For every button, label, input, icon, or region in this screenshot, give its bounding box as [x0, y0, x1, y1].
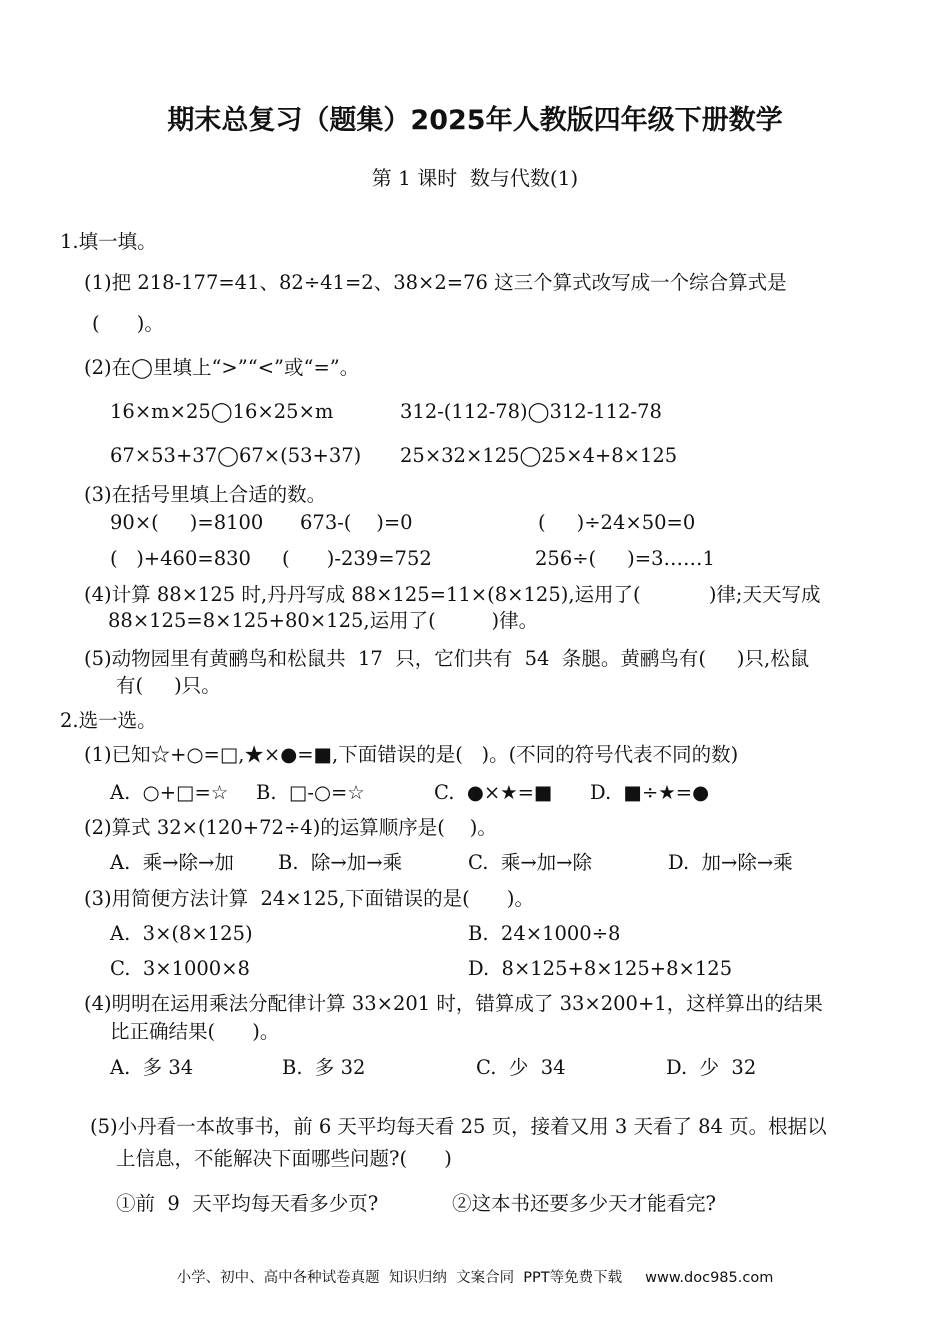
s2-q2-stem: (2)算式 32×(120+72÷4)的运算顺序是( )。	[84, 816, 497, 839]
s2-q4-line2: 比正确结果( )。	[110, 1020, 280, 1043]
s2-q5-line2: 上信息，不能解决下面哪些问题?( )	[116, 1147, 452, 1170]
s1-q3-item: 90×( )=8100	[110, 511, 264, 534]
s2-q2-option: D. 加→除→乘	[668, 851, 793, 874]
s2-q1-option: C. ●×★=■	[434, 781, 553, 804]
s1-q2-stem: (2)在◯里填上“>”“<”或“=”。	[84, 356, 360, 379]
s2-q1-stem: (1)已知☆+○=□,★×●=■,下面错误的是( )。(不同的符号代表不同的数)	[84, 743, 739, 766]
section1-heading: 1.填一填。	[60, 230, 157, 253]
s1-q2-item: 312-(112-78)◯312-112-78	[400, 400, 662, 423]
s1-q3-item: 256÷( )=3……1	[535, 547, 715, 570]
page-title: 期末总复习（题集）2025年人教版四年级下册数学	[167, 105, 783, 136]
s1-q2-item: 16×m×25◯16×25×m	[110, 400, 334, 423]
s1-q5-line2: 有( )只。	[116, 674, 221, 697]
s2-q2-option: A. 乘→除→加	[110, 851, 234, 874]
s2-q4-option: B. 多 32	[282, 1056, 366, 1079]
s1-q3-item: ( )÷24×50=0	[538, 511, 696, 534]
s2-q3-stem: (3)用简便方法计算 24×125,下面错误的是( )。	[84, 887, 534, 910]
s2-q5-option: ②这本书还要多少天才能看完?	[452, 1192, 716, 1215]
s2-q3-option: C. 3×1000×8	[110, 957, 250, 980]
s2-q3-option: A. 3×(8×125)	[110, 922, 253, 945]
s1-q5-line1: (5)动物园里有黄鹂鸟和松鼠共 17 只，它们共有 54 条腿。黄鹂鸟有( )只,松鼠	[84, 647, 810, 670]
s1-q3-stem: (3)在括号里填上合适的数。	[84, 483, 327, 506]
s2-q4-line1: (4)明明在运用乘法分配律计算 33×201 时，错算成了 33×200+1，这样算出的结果	[84, 992, 823, 1015]
s1-q1-line1: (1)把 218-177=41、82÷41=2、38×2=76 这三个算式改写成一个综合算式是	[84, 271, 787, 294]
s2-q3-option: B. 24×1000÷8	[468, 922, 621, 945]
s1-q2-item: 67×53+37◯67×(53+37)	[110, 444, 362, 467]
s2-q2-option: B. 除→加→乘	[278, 851, 403, 874]
s2-q4-option: C. 少 34	[476, 1056, 566, 1079]
s2-q2-option: C. 乘→加→除	[468, 851, 592, 874]
s1-q1-line2: ( )。	[92, 312, 164, 335]
s2-q5-line1: (5)小丹看一本故事书，前 6 天平均每天看 25 页，接着又用 3 天看了 84 页。根据以	[90, 1115, 827, 1138]
lesson-subtitle: 第 1 课时 数与代数(1)	[371, 166, 579, 190]
s1-q3-item: ( )+460=830	[110, 547, 251, 570]
s1-q4-line2: 88×125=8×125+80×125,运用了( )律。	[108, 609, 539, 632]
footer-text: 小学、初中、高中各种试卷真题 知识归纳 文案合同 PPT等免费下载 www.doc985.com	[176, 1270, 774, 1286]
s2-q3-option: D. 8×125+8×125+8×125	[468, 957, 733, 980]
s2-q1-option: D. ■÷★=●	[590, 781, 710, 804]
s2-q1-option: B. □-○=☆	[256, 781, 365, 804]
s1-q3-item: ( )-239=752	[282, 547, 432, 570]
s1-q3-item: 673-( )=0	[300, 511, 413, 534]
s1-q2-item: 25×32×125◯25×4+8×125	[400, 444, 678, 467]
s2-q1-option: A. ○+□=☆	[110, 781, 229, 804]
s1-q4-line1: (4)计算 88×125 时,丹丹写成 88×125=11×(8×125),运用了( )律;天天写成	[84, 583, 821, 606]
s2-q5-option: ①前 9 天平均每天看多少页?	[116, 1192, 379, 1215]
s2-q4-option: A. 多 34	[110, 1056, 194, 1079]
section2-heading: 2.选一选。	[60, 709, 157, 732]
s2-q4-option: D. 少 32	[666, 1056, 757, 1079]
